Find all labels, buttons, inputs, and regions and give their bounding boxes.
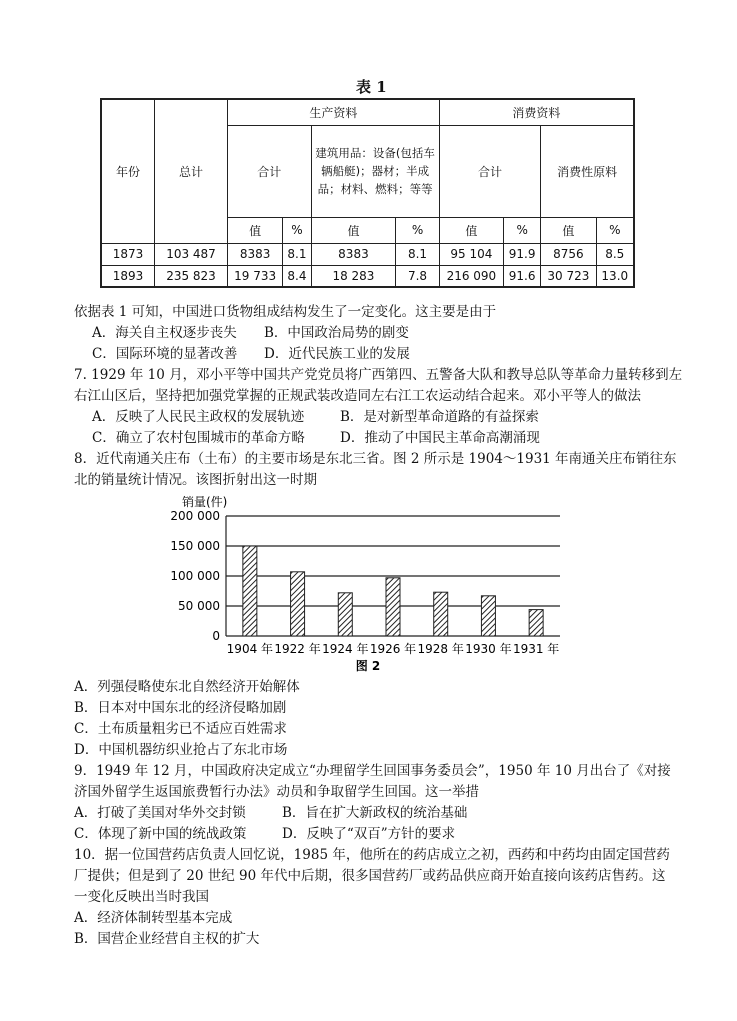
table-row [101, 243, 634, 265]
cell: 8.4 [283, 265, 311, 287]
q8-option-b[interactable]: B．日本对中国东北的经济侵略加剧 [74, 700, 287, 716]
header-value: 值 [228, 217, 283, 243]
x-tick-label: 1926 年 [369, 642, 417, 656]
header-consumption: 消费资料 [439, 99, 634, 125]
cell: 18 283 [311, 265, 396, 287]
q6-stem: 依据表 1 可知，中国进口货物组成结构发生了一定变化。这主要是由于 [74, 304, 497, 320]
bar-1904年 [243, 546, 257, 636]
q7-option-c[interactable]: C．确立了农村包围城市的革命方略 [92, 430, 305, 446]
y-tick-label: 100 000 [170, 569, 220, 583]
cell: 8.1 [283, 243, 311, 265]
q7-option-b[interactable]: B．是对新型革命道路的有益探索 [340, 409, 539, 425]
q10-option-b[interactable]: B．国营企业经营自主权的扩大 [74, 931, 260, 947]
x-tick-label: 1930 年 [465, 642, 512, 656]
header-pct: % [596, 217, 634, 243]
header-value: 值 [311, 217, 396, 243]
q10-option-a[interactable]: A．经济体制转型基本完成 [74, 910, 233, 926]
q10-stem-line1: 10．据一位国营药店负责人回忆说，1985 年，他所在的药店成立之初，西药和中药均由固定国营药 [74, 847, 670, 863]
header-value: 值 [439, 217, 503, 243]
cell: 8.5 [596, 243, 634, 265]
cell: 8.1 [396, 243, 439, 265]
cell: 13.0 [596, 265, 634, 287]
q8-option-c[interactable]: C．土布质量粗劣已不适应百姓需求 [74, 721, 287, 737]
bar-1930年 [481, 596, 495, 636]
cell: 8383 [311, 243, 396, 265]
x-tick-label: 1931 年 [512, 642, 560, 656]
cell: 1893 [101, 265, 155, 287]
q9-stem-line1: 9．1949 年 12 月，中国政府决定成立“办理留学生回国事务委员会”，1950 年 10 月出台了《对接 [74, 763, 671, 779]
header-consumption-total: 合计 [439, 125, 541, 217]
bar-1924年 [338, 593, 352, 636]
y-axis-label: 销量(件) [182, 495, 228, 509]
q8-option-d[interactable]: D．中国机器纺织业抢占了东北市场 [74, 742, 288, 758]
q7-stem-line1: 7. 1929 年 10 月，邓小平等中国共产党党员将广西第四、五警备大队和教导总队等革命力量转移到左 [74, 367, 683, 383]
q10-stem-line3: 一变化反映出当时我国 [74, 889, 209, 905]
q6-option-c[interactable]: C．国际环境的显著改善 [92, 346, 238, 362]
q7-stem-line2: 右江山区后，坚持把加强党掌握的正规武装改造同左右江工农运动结合起来。邓小平等人的做法 [74, 388, 641, 404]
header-total: 总计 [155, 99, 228, 243]
bar-1931年 [529, 610, 543, 636]
chart-title: 图 2 [355, 659, 381, 673]
cell: 30 723 [541, 265, 596, 287]
q6-option-b[interactable]: B．中国政治局势的剧变 [264, 325, 409, 341]
bar-1926年 [386, 578, 400, 636]
q10-stem-line2: 厂提供；但是到了 20 世纪 90 年代中后期，很多国营药厂或药品供应商开始直接向该药店售药。这 [74, 868, 666, 884]
cell: 19 733 [228, 265, 283, 287]
q9-stem-line2: 济国外留学生返国旅费暂行办法》动员和争取留学生回国。这一举措 [74, 784, 479, 800]
header-year: 年份 [101, 99, 155, 243]
cell: 91.9 [504, 243, 541, 265]
q7-option-a[interactable]: A．反映了人民民主政权的发展轨迹 [92, 409, 305, 425]
table-row [101, 265, 634, 287]
cell: 7.8 [396, 265, 439, 287]
x-tick-label: 1928 年 [417, 642, 464, 656]
header-building-materials: 建筑用品：设备(包括车辆船艇)；器材；半成品；材料、燃料；等等 [311, 125, 439, 217]
x-tick-label: 1904 年 [226, 642, 274, 656]
y-tick-label: 200 000 [170, 509, 220, 523]
header-value: 值 [541, 217, 596, 243]
q8-stem-line1: 8．近代南通关庄布（土布）的主要市场是东北三省。图 2 所示是 1904～1931 年南通关庄布销往东 [74, 451, 677, 467]
cell: 216 090 [439, 265, 503, 287]
cell: 95 104 [439, 243, 503, 265]
x-tick-label: 1922 年 [274, 642, 321, 656]
header-pct: % [283, 217, 311, 243]
table-title: 表 1 [356, 78, 387, 96]
q9-option-c[interactable]: C．体现了新中国的统战政策 [74, 826, 247, 842]
q6-option-d[interactable]: D．近代民族工业的发展 [264, 346, 410, 362]
bar-1928年 [434, 592, 448, 636]
x-tick-label: 1924 年 [322, 642, 369, 656]
sales-bar-chart [168, 492, 568, 676]
cell: 91.6 [504, 265, 541, 287]
cell: 1873 [101, 243, 155, 265]
cell: 8756 [541, 243, 596, 265]
y-tick-label: 50 000 [178, 599, 220, 613]
q8-stem-line2: 北的销量统计情况。该图折射出这一时期 [74, 472, 317, 488]
header-production-total: 合计 [228, 125, 312, 217]
y-tick-label: 150 000 [170, 539, 220, 553]
cell: 103 487 [155, 243, 228, 265]
header-pct: % [396, 217, 439, 243]
q7-option-d[interactable]: D．推动了中国民主革命高潮涌现 [340, 430, 540, 446]
q9-option-b[interactable]: B．旨在扩大新政权的统治基础 [282, 805, 468, 821]
header-production: 生产资料 [228, 99, 440, 125]
q8-option-a[interactable]: A．列强侵略使东北自然经济开始解体 [74, 679, 300, 695]
cell: 8383 [228, 243, 283, 265]
header-consumer-raw: 消费性原料 [541, 125, 634, 217]
y-tick-label: 0 [212, 629, 220, 643]
bar-1922年 [291, 572, 305, 636]
q9-option-d[interactable]: D．反映了“双百”方针的要求 [282, 826, 456, 842]
import-structure-table [100, 98, 635, 288]
cell: 235 823 [155, 265, 228, 287]
header-pct: % [504, 217, 541, 243]
q9-option-a[interactable]: A．打破了美国对华外交封锁 [74, 805, 246, 821]
q6-option-a[interactable]: A．海关自主权逐步丧失 [92, 325, 237, 341]
